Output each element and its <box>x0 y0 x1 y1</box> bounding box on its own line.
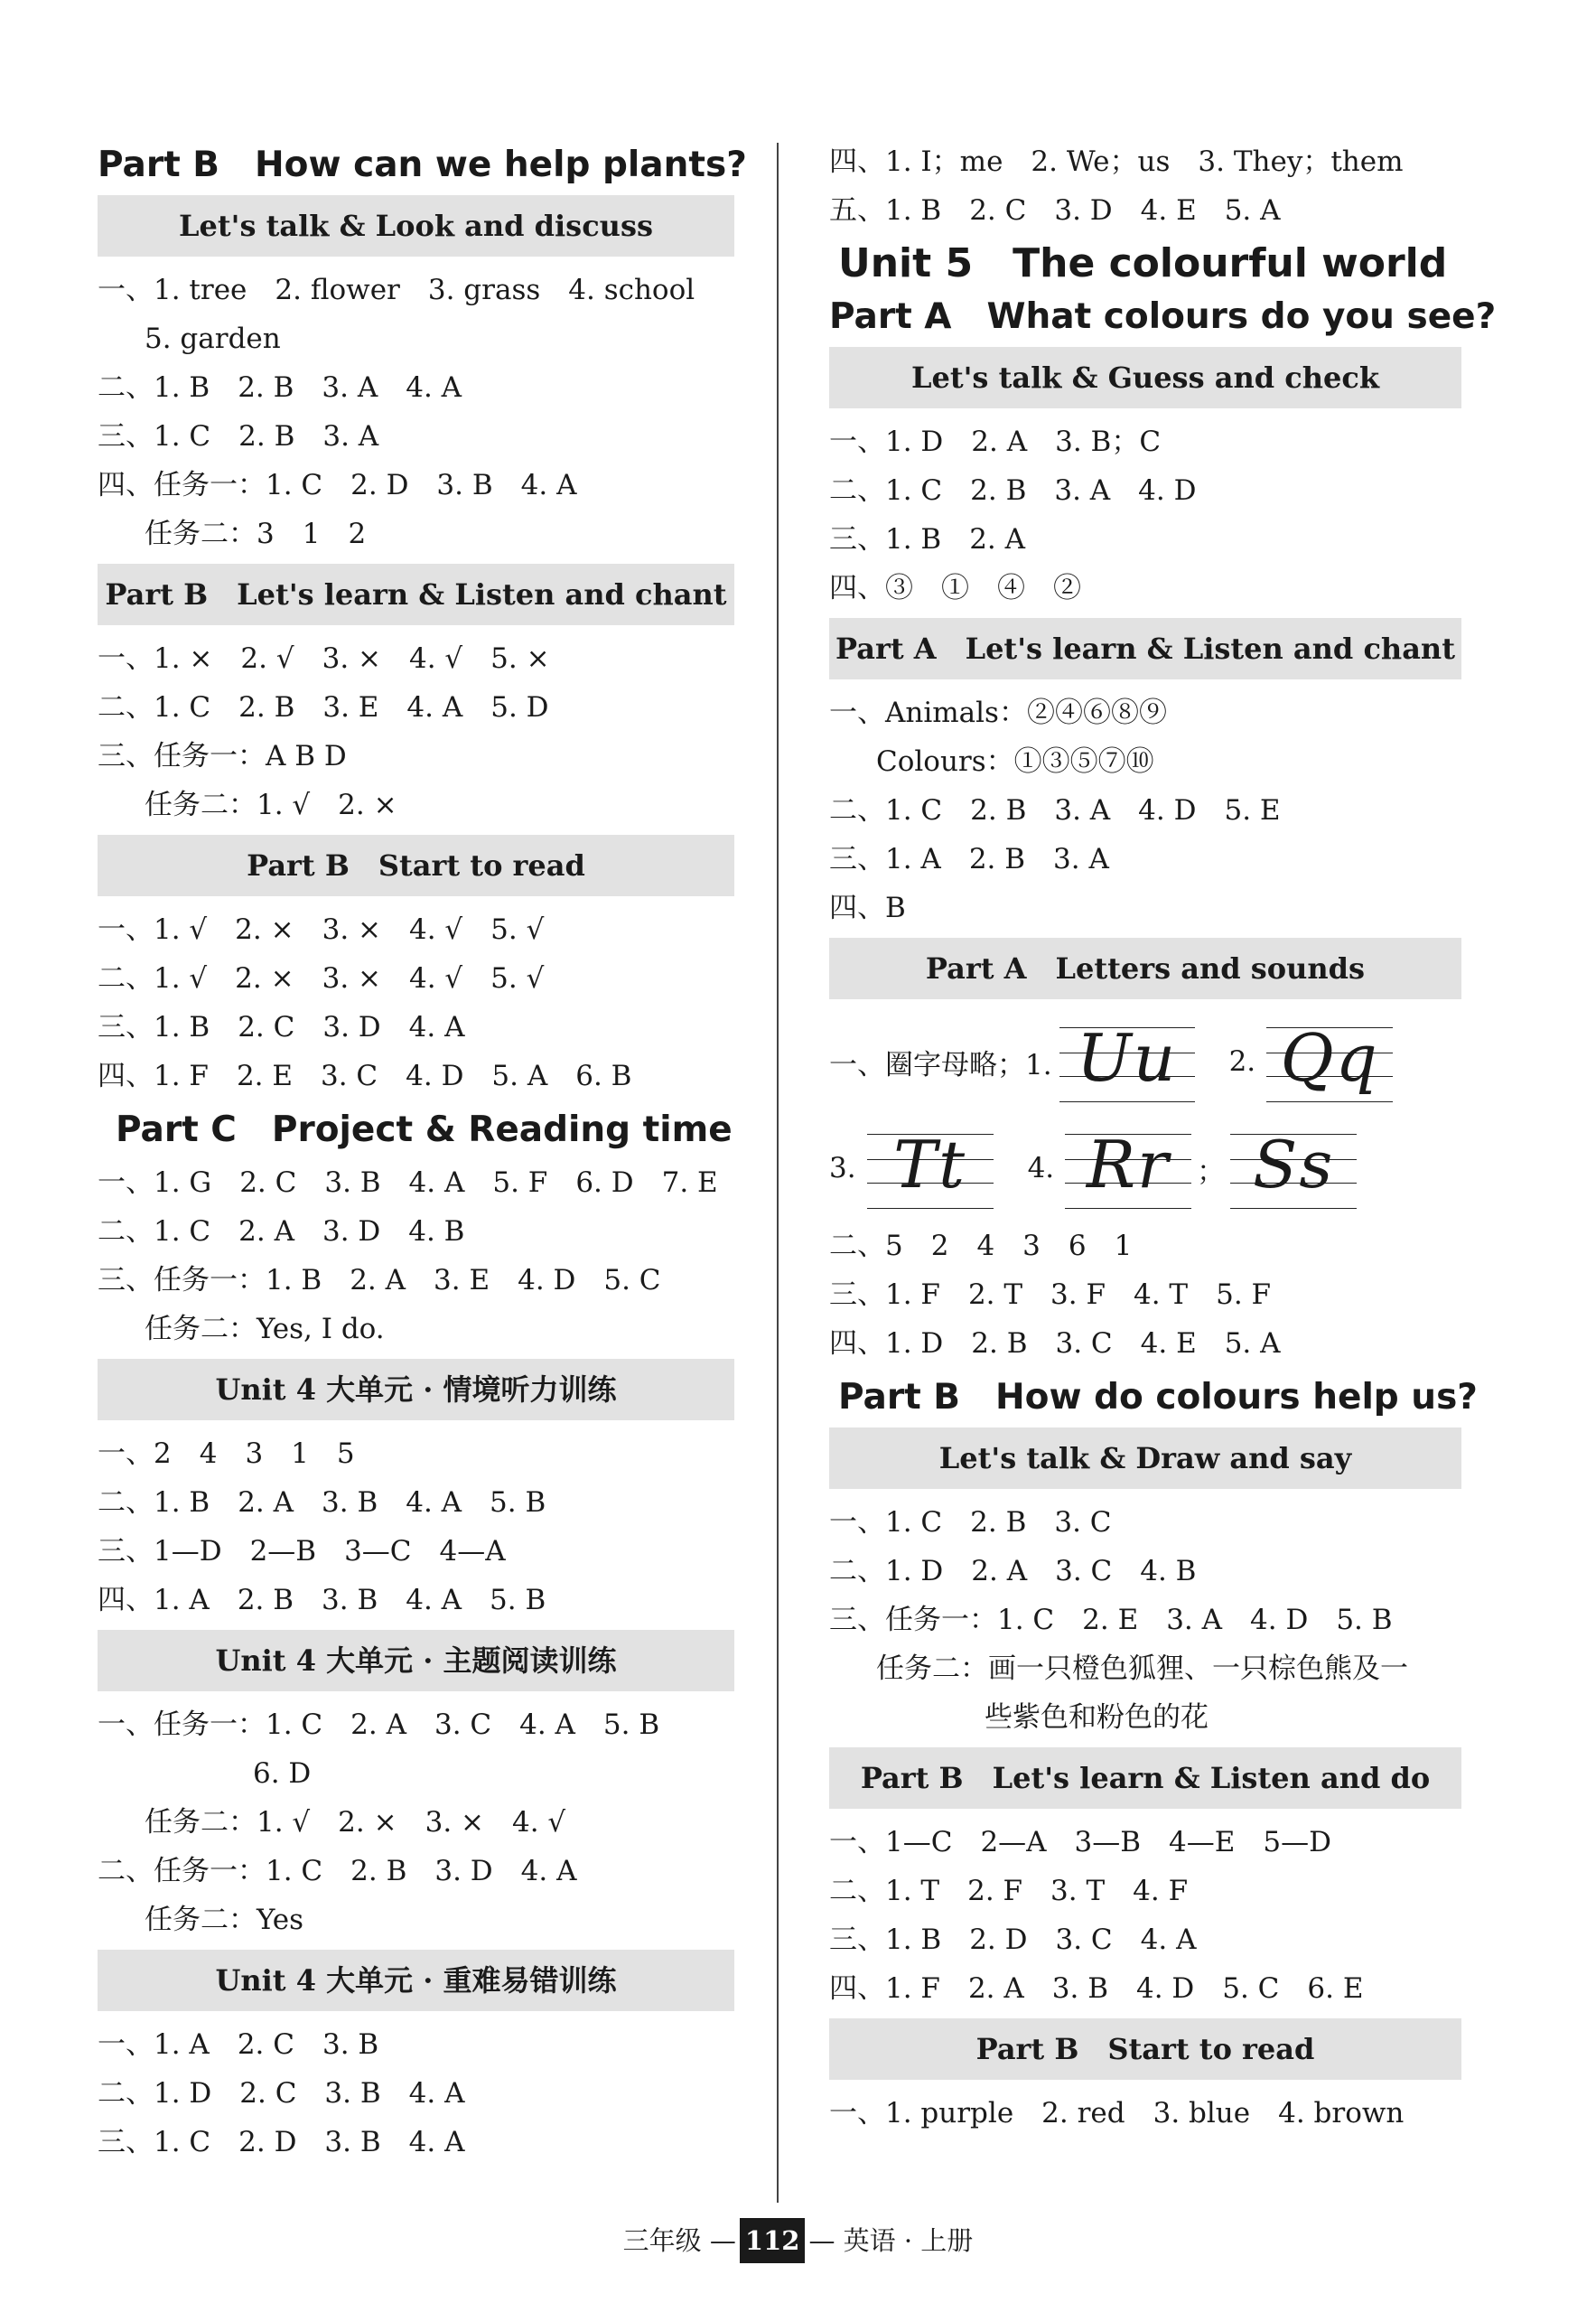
section-banner: Unit 4 大单元 · 重难易错训练 <box>98 1950 734 2011</box>
answer-line: 二、1. D 2. A 3. C 4. B <box>829 1555 1197 1587</box>
answer-line: 三、任务一：1. B 2. A 3. E 4. D 5. C <box>98 1264 661 1296</box>
answer-line: 五、1. B 2. C 3. D 4. E 5. A <box>829 194 1281 227</box>
handwriting-box <box>1230 1123 1357 1213</box>
item-number: 3. <box>829 1152 856 1184</box>
unit-title: Unit 5 The colourful world <box>838 240 1448 286</box>
answer-line: 二、1. √ 2. × 3. × 4. √ 5. √ <box>98 962 545 995</box>
answer-line: 四、1. D 2. B 3. C 4. E 5. A <box>829 1327 1281 1360</box>
answer-line: 三、任务一：1. C 2. E 3. A 4. D 5. B <box>829 1604 1393 1636</box>
column-divider <box>777 143 779 2203</box>
answer-line: 一、1. purple 2. red 3. blue 4. brown <box>829 2097 1405 2129</box>
handwritten-letter: Rr <box>1086 1127 1171 1203</box>
answer-line: 一、1—C 2—A 3—B 4—E 5—D <box>829 1826 1331 1858</box>
answer-line: 三、1. B 2. D 3. C 4. A <box>829 1924 1197 1956</box>
answer-line: 二、1. B 2. A 3. B 4. A 5. B <box>98 1486 546 1519</box>
answer-line: 二、1. C 2. B 3. E 4. A 5. D <box>98 691 549 724</box>
answer-line: 些紫色和粉色的花 <box>985 1701 1209 1734</box>
answer-line: 二、1. C 2. A 3. D 4. B <box>98 1215 465 1248</box>
handwriting-box <box>867 1123 994 1213</box>
footer-subject: — 英语 · 上册 <box>808 2225 974 2256</box>
answer-line: 四、1. F 2. A 3. B 4. D 5. C 6. E <box>829 1972 1364 2005</box>
item-number: 2. <box>1228 1045 1256 1078</box>
handwritten-letter: Qq <box>1280 1020 1379 1096</box>
answer-line: 三、1. F 2. T 3. F 4. T 5. F <box>829 1278 1272 1311</box>
answer-line: 三、1. B 2. A <box>829 523 1026 556</box>
answer-line: 任务二：1. √ 2. × <box>145 789 397 821</box>
handwriting-box <box>1266 1016 1393 1107</box>
handwritten-letter: Ss <box>1253 1127 1335 1203</box>
answer-line: 三、1—D 2—B 3—C 4—A <box>98 1535 506 1568</box>
answer-line: 四、1. F 2. E 3. C 4. D 5. A 6. B <box>98 1060 632 1092</box>
answer-line: 一、1. A 2. C 3. B <box>98 2028 379 2061</box>
answer-line: 一、2 4 3 1 5 <box>98 1437 355 1470</box>
separator: ； <box>1197 1155 1226 1188</box>
answer-line: 一、任务一：1. C 2. A 3. C 4. A 5. B <box>98 1708 660 1741</box>
section-heading: Part A What colours do you see? <box>829 296 1497 337</box>
section-banner: Part A Let's learn & Listen and chant <box>829 618 1461 679</box>
answer-line: 一、Animals：②④⑥⑧⑨ <box>829 697 1167 729</box>
handwriting-box <box>1065 1123 1191 1213</box>
answer-line: 二、1. D 2. C 3. B 4. A <box>98 2077 465 2110</box>
section-banner: Let's talk & Guess and check <box>829 347 1461 408</box>
answer-line: 四、1. A 2. B 3. B 4. A 5. B <box>98 1584 546 1616</box>
page-footer <box>0 2218 1596 2263</box>
answer-line: 任务二：Yes <box>145 1904 304 1936</box>
answer-line: Colours：①③⑤⑦⑩ <box>876 745 1154 778</box>
section-banner: Part B Let's learn & Listen and do <box>829 1747 1461 1809</box>
answer-line: 一、1. D 2. A 3. B；C <box>829 426 1162 458</box>
section-heading: Part C Project & Reading time <box>116 1109 733 1150</box>
answer-line: 二、1. T 2. F 3. T 4. F <box>829 1875 1189 1907</box>
answer-line: 二、5 2 4 3 6 1 <box>829 1230 1133 1262</box>
answer-line: 任务二：3 1 2 <box>145 518 367 550</box>
answer-line: 三、任务一：A B D <box>98 740 347 772</box>
answer-line: 四、③ ① ④ ② <box>829 572 1081 604</box>
answer-line: 任务二：Yes, I do. <box>145 1313 385 1345</box>
answer-line: 任务二：画一只橙色狐狸、一只棕色熊及一 <box>876 1652 1408 1685</box>
answer-line: 三、1. B 2. C 3. D 4. A <box>98 1011 465 1044</box>
section-banner: Part A Letters and sounds <box>829 938 1461 999</box>
answer-line: 任务二：1. √ 2. × 3. × 4. √ <box>145 1806 566 1839</box>
section-banner: Unit 4 大单元 · 主题阅读训练 <box>98 1630 734 1691</box>
footer-grade: 三年级 — <box>622 2225 736 2256</box>
section-banner: Let's talk & Draw and say <box>829 1427 1461 1489</box>
answer-line: 6. D <box>253 1757 312 1790</box>
handwriting-row <box>829 1008 1461 1115</box>
right-column <box>829 137 1497 2138</box>
item-number: 4. <box>1027 1152 1055 1184</box>
handwriting-prefix: 一、圈字母略；1. <box>829 1048 1052 1081</box>
section-banner: Part B Start to read <box>829 2018 1461 2080</box>
answer-line: 二、任务一：1. C 2. B 3. D 4. A <box>98 1855 577 1887</box>
answer-line: 二、1. B 2. B 3. A 4. A <box>98 371 462 404</box>
handwriting-row <box>829 1115 1461 1222</box>
answer-line: 四、1. I；me 2. We；us 3. They；them <box>829 145 1404 178</box>
answer-line: 一、1. × 2. √ 3. × 4. √ 5. × <box>98 642 550 675</box>
section-banner: Let's talk & Look and discuss <box>98 195 734 257</box>
answer-line: 一、1. √ 2. × 3. × 4. √ 5. √ <box>98 913 545 946</box>
answer-line: 一、1. G 2. C 3. B 4. A 5. F 6. D 7. E <box>98 1166 718 1199</box>
answer-line: 四、B <box>829 892 906 924</box>
handwritten-letter: Tt <box>893 1127 967 1203</box>
answer-line: 二、1. C 2. B 3. A 4. D 5. E <box>829 794 1281 827</box>
section-heading: Part B How do colours help us? <box>838 1377 1478 1418</box>
handwritten-letter: Uu <box>1077 1020 1178 1096</box>
section-heading: Part B How can we help plants? <box>98 145 747 185</box>
handwriting-box <box>1059 1016 1195 1107</box>
answer-line: 5. garden <box>145 323 281 355</box>
answer-line: 三、1. C 2. D 3. B 4. A <box>98 2126 465 2158</box>
answer-line: 一、1. tree 2. flower 3. grass 4. school <box>98 274 695 306</box>
section-banner: Unit 4 大单元 · 情境听力训练 <box>98 1359 734 1420</box>
page-number: 112 <box>740 2218 806 2263</box>
answer-line: 一、1. C 2. B 3. C <box>829 1506 1112 1539</box>
answer-line: 三、1. A 2. B 3. A <box>829 843 1109 875</box>
section-banner: Part B Let's learn & Listen and chant <box>98 564 734 625</box>
section-banner: Part B Start to read <box>98 835 734 896</box>
left-column <box>98 136 747 2167</box>
answer-line: 二、1. C 2. B 3. A 4. D <box>829 474 1197 507</box>
answer-line: 三、1. C 2. B 3. A <box>98 420 379 453</box>
answer-line: 四、任务一：1. C 2. D 3. B 4. A <box>98 469 577 501</box>
